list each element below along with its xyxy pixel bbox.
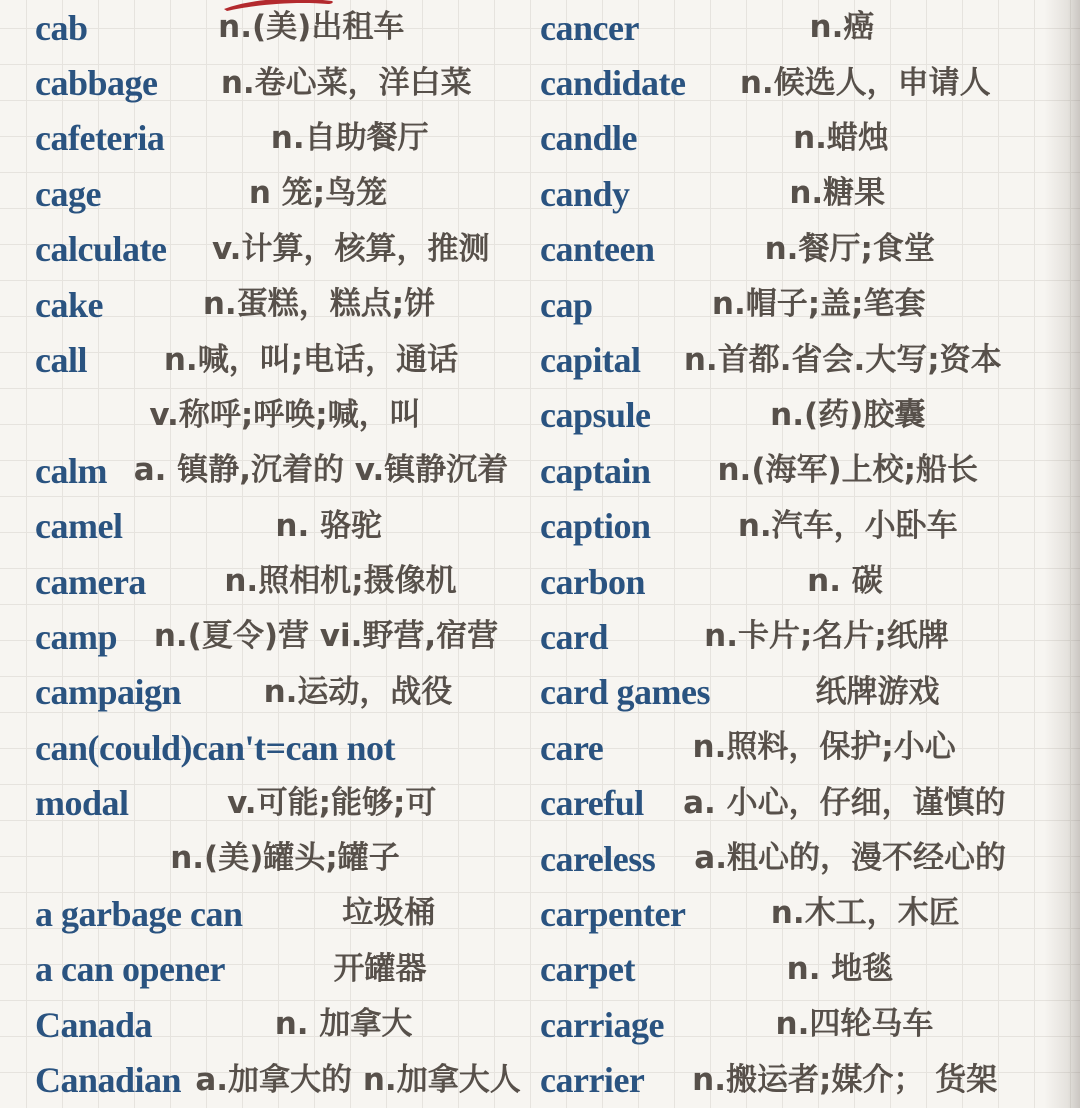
chinese-definition: n.首都.省会.大写;资本 [683,341,1002,378]
english-word: canteen [540,229,655,270]
chinese-definition: n.(夏令)营 vi.野营,宿营 [153,618,499,655]
chinese-definition: v.称呼;呼唤;喊，叫 [149,396,421,433]
chinese-definition: n.癌 [809,9,875,46]
chinese-definition: 纸牌游戏 [815,673,940,710]
english-word: camel [35,506,123,547]
chinese-definition: n.卡片;名片;纸牌 [704,618,949,655]
chinese-definition: n.(海军)上校;船长 [717,452,979,489]
chinese-definition: n.蜡烛 [793,119,889,156]
chinese-definition: n.卷心菜，洋白菜 [220,64,472,101]
chinese-definition: n.(药)胶囊 [770,396,926,433]
vocab-row [35,166,535,221]
vocab-row [35,554,535,609]
english-word: candy [540,173,630,214]
english-word: carpenter [540,893,686,934]
chinese-definition: n.帽子;盖;笔套 [711,286,926,323]
left-column [35,0,535,1108]
chinese-definition: n.照料，保护;小心 [692,729,956,766]
english-word: can(could)can't=can not [35,727,396,768]
chinese-definition: n 笼;鸟笼 [248,175,388,212]
chinese-definition: a. 镇静,沉着的 v.镇静沉着 [133,452,509,489]
chinese-definition: n.照相机;摄像机 [224,563,457,600]
english-word: camp [35,616,117,657]
vocab-row [35,997,535,1052]
chinese-definition: n. 加拿大 [274,1006,413,1043]
english-word: a can opener [35,949,225,990]
english-word: careless [540,838,656,879]
english-word: carrier [540,1060,645,1101]
vocab-row [540,1052,1045,1107]
vocab-row [35,111,535,166]
english-word: card [540,616,608,657]
english-word: calculate [35,229,167,270]
english-word: calm [35,450,107,491]
chinese-definition: 垃圾桶 [342,895,436,932]
vocab-row [35,942,535,997]
english-word: candle [540,118,638,159]
vocab-row [540,609,1045,664]
vocab-row [35,609,535,664]
english-word: capsule [540,395,651,436]
chinese-definition: n.(美)罐头;罐子 [170,840,400,877]
vocab-row [35,665,535,720]
chinese-definition: n.蛋糕，糕点;饼 [202,286,436,323]
chinese-definition: n.汽车，小卧车 [737,507,958,544]
english-word: candidate [540,63,686,104]
chinese-definition: v.可能;能够;可 [227,784,437,821]
vocab-row [35,222,535,277]
english-word: caption [540,506,651,547]
chinese-definition: n.(美)出租车 [218,9,405,46]
vocab-row [540,388,1045,443]
vocab-row [35,499,535,554]
vocab-row [540,166,1045,221]
vocab-row [35,775,535,830]
chinese-definition: n.木工，木匠 [770,895,960,932]
vocab-row [540,554,1045,609]
vocab-row [35,0,535,55]
vocab-row [540,0,1045,55]
english-word: camera [35,561,146,602]
english-word: care [540,727,604,768]
vocab-row [540,886,1045,941]
vocab-row [540,997,1045,1052]
chinese-definition: a. 小心，仔细，谨慎的 [683,784,1006,821]
english-word: cap [540,284,593,325]
english-word: carbon [540,561,645,602]
english-word: modal [35,783,129,824]
chinese-definition: n.搬运者;媒介； 货架 [692,1061,998,1098]
vocab-row [540,332,1045,387]
vocab-row [540,775,1045,830]
vocab-row [35,886,535,941]
vocab-row [540,499,1045,554]
chinese-definition: n.喊，叫;电话，通话 [163,341,459,378]
chinese-definition: n.运动，战役 [263,673,453,710]
chinese-definition: n.餐厅;食堂 [764,230,935,267]
vocab-row [540,55,1045,110]
vocab-row [35,720,535,775]
vocab-row [35,1052,535,1107]
vocab-row [35,55,535,110]
english-word: a garbage can [35,893,243,934]
english-word: capital [540,340,641,381]
vocab-row [540,111,1045,166]
vocab-row [35,831,535,886]
chinese-definition: a.加拿大的 n.加拿大人 [195,1061,521,1098]
chinese-definition: n.四轮马车 [775,1006,934,1043]
vocab-row [540,222,1045,277]
english-word: campaign [35,672,182,713]
vocab-row [35,443,535,498]
vocab-row [35,388,535,443]
english-word: cancer [540,7,639,48]
english-word: cage [35,173,101,214]
english-word: cab [35,7,88,48]
chinese-definition: 开罐器 [333,950,427,987]
chinese-definition: v.计算，核算，推测 [211,230,490,267]
english-word: Canadian [35,1060,182,1101]
english-word: careful [540,783,644,824]
vocab-row [35,332,535,387]
chinese-definition: n. 地毯 [786,950,894,987]
vocab-row [540,831,1045,886]
vocab-row [35,277,535,332]
chinese-definition: a.粗心的，漫不经心的 [694,840,1006,877]
chinese-definition: n.自助餐厅 [270,119,429,156]
right-column [540,0,1045,1108]
vocab-row [540,942,1045,997]
vocab-row [540,665,1045,720]
vocab-row [540,443,1045,498]
chinese-definition: n. 碳 [807,563,883,600]
english-word: cafeteria [35,118,165,159]
chinese-definition: n.候选人，申请人 [739,64,991,101]
english-word: carriage [540,1004,664,1045]
page-edge-shadow [1044,0,1080,1108]
chinese-definition: n.糖果 [789,175,886,212]
english-word: Canada [35,1004,153,1045]
english-word: card games [540,672,710,713]
chinese-definition: n. 骆驼 [275,507,383,544]
english-word: cabbage [35,63,158,104]
english-word: call [35,340,87,381]
vocab-row [540,720,1045,775]
english-word: cake [35,284,103,325]
english-word: carpet [540,949,635,990]
english-word: captain [540,450,651,491]
vocab-row [540,277,1045,332]
